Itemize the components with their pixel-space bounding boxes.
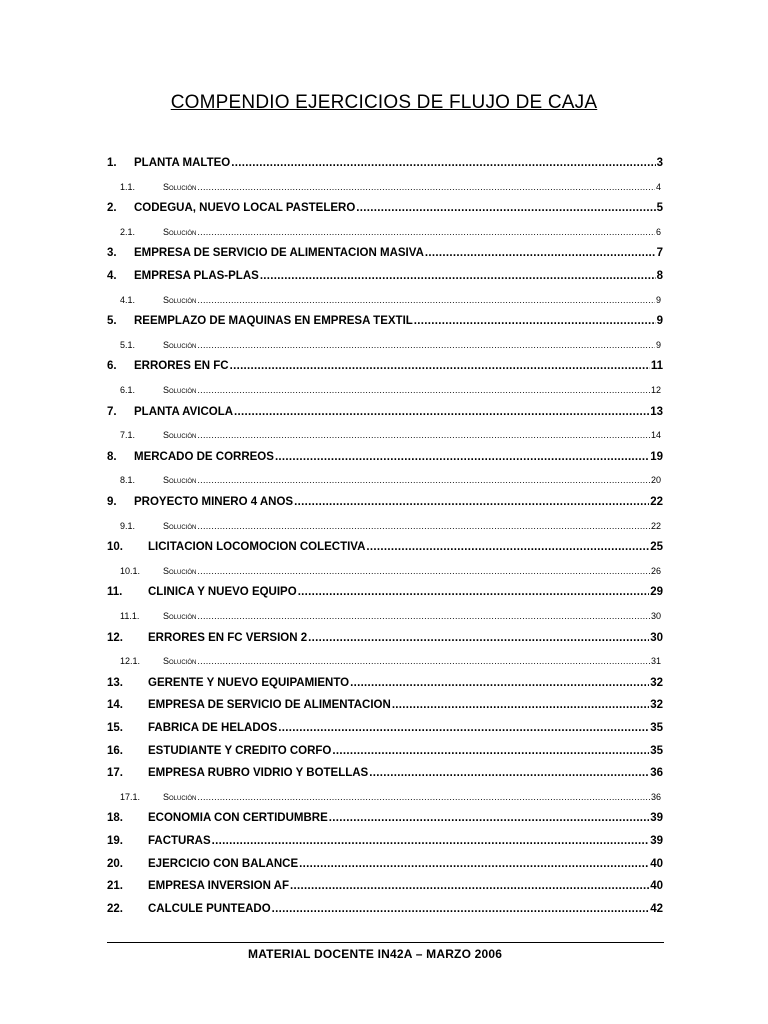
toc-number: 17. bbox=[107, 767, 123, 780]
toc-page-number: 9 bbox=[656, 315, 663, 328]
toc-entry-line bbox=[163, 521, 661, 531]
toc-page-number: 7 bbox=[656, 247, 663, 260]
toc-leader-dots bbox=[294, 496, 649, 508]
toc-subentry[interactable] bbox=[0, 288, 768, 308]
toc-entry-line bbox=[134, 360, 663, 372]
toc-entry-line bbox=[148, 632, 663, 644]
toc-entry[interactable] bbox=[0, 197, 768, 217]
toc-entry-line bbox=[148, 812, 663, 824]
toc-entry-line bbox=[148, 699, 663, 711]
toc-page-number: 8 bbox=[656, 270, 663, 282]
toc-page-number: 30 bbox=[650, 611, 661, 621]
toc-label: Solución bbox=[163, 611, 197, 621]
toc-leader-dots bbox=[230, 360, 650, 372]
toc-entry-line bbox=[148, 541, 663, 553]
toc-page-number: 30 bbox=[650, 631, 663, 644]
toc-entry[interactable] bbox=[0, 491, 768, 511]
toc-entry-line bbox=[134, 247, 663, 259]
toc-label: CODEGUA, NUEVO LOCAL PASTELERO bbox=[134, 202, 356, 215]
toc-page-number: 11 bbox=[650, 360, 663, 373]
toc-leader-dots bbox=[275, 451, 649, 463]
toc-label: EMPRESA DE SERVICIO DE ALIMENTACIÓN MASIVA bbox=[134, 247, 424, 260]
toc-leader-dots bbox=[298, 586, 650, 598]
toc-number: 13. bbox=[107, 676, 123, 689]
toc-number: 20. bbox=[107, 857, 123, 870]
toc-page-number: 39 bbox=[650, 835, 663, 847]
toc-leader-dots bbox=[356, 202, 655, 214]
toc-number: 12. bbox=[107, 631, 123, 644]
toc-number: 4. bbox=[107, 270, 117, 282]
toc-page-number: 5 bbox=[656, 202, 663, 215]
toc-number: 18. bbox=[107, 812, 123, 825]
toc-number: 16. bbox=[107, 744, 123, 757]
toc-entry-line bbox=[148, 745, 663, 757]
footer-text: MATERIAL DOCENTE IN42A – MARZO 2006 bbox=[248, 947, 503, 961]
toc-entry[interactable] bbox=[0, 694, 768, 714]
toc-page-number: 12 bbox=[650, 385, 661, 395]
toc-subentry[interactable] bbox=[0, 785, 768, 805]
toc-number: 6. bbox=[107, 360, 117, 373]
toc-page-number: 9 bbox=[655, 294, 661, 305]
toc-leader-dots bbox=[260, 270, 656, 282]
toc-leader-dots bbox=[197, 656, 650, 666]
toc-leader-dots bbox=[197, 340, 655, 350]
toc-entry-line bbox=[134, 202, 663, 214]
toc-entry-line bbox=[148, 858, 663, 870]
toc-label: PROYECTO MINERO 4 AÑOS bbox=[134, 496, 294, 508]
toc-label: Solución bbox=[163, 181, 197, 192]
toc-page-number: 3 bbox=[656, 157, 663, 169]
toc-entry-line bbox=[134, 406, 663, 418]
toc-number: 9. bbox=[107, 496, 117, 508]
toc-number: 19. bbox=[107, 835, 123, 847]
toc-page-number: 14 bbox=[650, 430, 661, 441]
toc-leader-dots bbox=[414, 315, 656, 327]
toc-number: 8.1. bbox=[120, 475, 136, 486]
toc-label: Solución bbox=[163, 565, 197, 576]
toc-label: EMPRESA PLAS-PLAS bbox=[134, 270, 259, 282]
toc-entry-line bbox=[134, 157, 663, 169]
toc-page-number: 9 bbox=[655, 339, 661, 350]
toc-entry[interactable] bbox=[0, 830, 768, 850]
toc-leader-dots bbox=[197, 227, 655, 237]
toc-leader-dots bbox=[392, 699, 649, 711]
toc-entry[interactable] bbox=[0, 762, 768, 782]
toc-entry[interactable] bbox=[0, 672, 768, 692]
toc-subentry[interactable] bbox=[0, 333, 768, 353]
toc-label: ESTUDIANTE Y CRÉDITO CORFO bbox=[148, 744, 332, 757]
toc-page-number: 19 bbox=[650, 450, 663, 463]
toc-leader-dots bbox=[366, 541, 649, 553]
toc-leader-dots bbox=[197, 566, 650, 576]
toc-label: EMPRESA INVERSIÓN AF bbox=[148, 880, 289, 893]
toc-label: EMPRESA RUBRO VIDRIO Y BOTELLAS bbox=[148, 767, 369, 780]
toc-leader-dots bbox=[299, 858, 649, 870]
toc-number: 5. bbox=[107, 315, 117, 328]
toc-entry[interactable] bbox=[0, 446, 768, 466]
toc-page-number: 36 bbox=[650, 767, 663, 780]
toc-entry[interactable] bbox=[0, 310, 768, 330]
toc-entry-line bbox=[148, 835, 663, 847]
toc-entry-line bbox=[163, 792, 661, 802]
toc-leader-dots bbox=[197, 295, 655, 305]
toc-label: FACTURAS bbox=[148, 835, 211, 847]
toc-entry[interactable] bbox=[0, 242, 768, 262]
toc-label: EJERCICIO CON BALANCE bbox=[148, 857, 299, 870]
toc-page-number: 22 bbox=[650, 496, 663, 508]
toc-entry-line bbox=[134, 270, 663, 282]
toc-label: ERRORES EN FC VERSIÓN 2 bbox=[148, 631, 308, 644]
toc-label: EMPRESA DE SERVICIO DE ALIMENTACION bbox=[148, 699, 391, 712]
toc-subentry[interactable] bbox=[0, 468, 768, 488]
toc-label: Solución bbox=[163, 656, 197, 667]
toc-label: Solución bbox=[163, 385, 197, 395]
toc-page-number: 31 bbox=[650, 656, 661, 667]
toc-page-number: 20 bbox=[650, 475, 661, 486]
toc-number: 10.1. bbox=[120, 565, 141, 576]
toc-number: 11. bbox=[107, 586, 123, 599]
toc-label: ERRORES EN FC bbox=[134, 360, 229, 373]
toc-leader-dots bbox=[234, 406, 649, 418]
toc-label: LICITACIÓN LOCOMOCIÓN COLECTIVA bbox=[148, 541, 366, 554]
toc-label: CLÍNICA Y NUEVO EQUIPO bbox=[148, 586, 297, 599]
toc-subentry[interactable] bbox=[0, 559, 768, 579]
toc-label: Solución bbox=[163, 520, 197, 531]
toc-label: Solución bbox=[163, 791, 197, 802]
toc-leader-dots bbox=[231, 157, 655, 169]
toc-number: 22. bbox=[107, 902, 123, 915]
toc-page-number: 22 bbox=[650, 520, 661, 531]
toc-entry[interactable] bbox=[0, 536, 768, 556]
toc-number: 10. bbox=[107, 541, 123, 554]
toc-number: 8. bbox=[107, 450, 117, 463]
toc-entry[interactable] bbox=[0, 581, 768, 601]
toc-label: CALCULE PUNTEADO bbox=[148, 902, 271, 915]
toc-leader-dots bbox=[197, 521, 650, 531]
toc-entry-line bbox=[163, 295, 661, 305]
toc-entry-line bbox=[148, 880, 663, 892]
toc-entry[interactable] bbox=[0, 401, 768, 421]
toc-page-number: 32 bbox=[650, 699, 663, 712]
toc-subentry[interactable] bbox=[0, 423, 768, 443]
toc-page-number: 26 bbox=[650, 565, 661, 576]
toc-entry[interactable] bbox=[0, 740, 768, 760]
toc-number: 9.1. bbox=[120, 520, 136, 531]
toc-label: Solución bbox=[163, 226, 197, 237]
toc-entry-line bbox=[148, 903, 663, 915]
toc-subentry[interactable] bbox=[0, 378, 768, 398]
toc-page-number: 32 bbox=[650, 676, 663, 689]
toc-number: 2. bbox=[107, 202, 117, 215]
toc-leader-dots bbox=[369, 767, 649, 779]
toc-leader-dots bbox=[197, 611, 650, 621]
toc-subentry[interactable] bbox=[0, 649, 768, 669]
toc-label: PLANTA AVÍCOLA bbox=[134, 405, 234, 418]
toc-leader-dots bbox=[290, 880, 649, 892]
toc-number: 1. bbox=[107, 157, 117, 169]
toc-page-number: 42 bbox=[650, 902, 663, 915]
toc-leader-dots bbox=[197, 475, 650, 485]
toc-leader-dots bbox=[197, 792, 650, 802]
toc-entry-line bbox=[163, 340, 661, 350]
toc-number: 7. bbox=[107, 405, 117, 418]
toc-entry[interactable] bbox=[0, 355, 768, 375]
toc-label: REEMPLAZO DE MÀQUINAS EN EMPRESA TEXTIL bbox=[134, 315, 413, 328]
toc-number: 11.1. bbox=[120, 611, 140, 621]
toc-leader-dots bbox=[278, 722, 649, 734]
toc-page-number: 40 bbox=[650, 857, 663, 870]
toc-entry-line bbox=[163, 611, 661, 621]
toc-entry-line bbox=[163, 430, 661, 440]
toc-page-number: 4 bbox=[655, 181, 661, 192]
toc-number: 12.1. bbox=[120, 656, 141, 667]
toc-leader-dots bbox=[425, 247, 656, 259]
toc-number: 6.1. bbox=[120, 385, 136, 395]
toc-entry[interactable] bbox=[0, 807, 768, 827]
toc-label: GERENTE Y NUEVO EQUIPAMIENTO bbox=[148, 676, 350, 689]
toc-label: PLANTA MALTEO bbox=[134, 157, 231, 169]
toc-entry[interactable] bbox=[0, 875, 768, 895]
toc-entry-line bbox=[163, 656, 661, 666]
toc-page-number: 29 bbox=[650, 586, 663, 599]
toc-number: 5.1. bbox=[120, 339, 136, 350]
toc-entry[interactable] bbox=[0, 717, 768, 737]
page-title: COMPENDIO EJERCICIOS DE FLUJO DE CAJA bbox=[170, 92, 598, 113]
toc-subentry[interactable] bbox=[0, 514, 768, 534]
toc-page-number: 39 bbox=[650, 812, 663, 825]
toc-entry[interactable] bbox=[0, 853, 768, 873]
toc-entry-line bbox=[163, 475, 661, 485]
toc-page-number: 36 bbox=[650, 791, 661, 802]
toc-number: 7.1. bbox=[120, 430, 136, 441]
toc-leader-dots bbox=[197, 182, 655, 192]
toc-label: MERCADO DE CORREOS bbox=[134, 450, 274, 463]
toc-number: 17.1. bbox=[120, 791, 141, 802]
toc-leader-dots bbox=[197, 430, 650, 440]
toc-label: ECONOMÍA CON CERTIDUMBRE bbox=[148, 812, 328, 825]
toc-entry-line bbox=[134, 451, 663, 463]
toc-label: Solución bbox=[163, 475, 197, 486]
toc-leader-dots bbox=[329, 812, 649, 824]
toc-entry-line bbox=[148, 677, 663, 689]
toc-page-number: 25 bbox=[650, 541, 663, 554]
toc-subentry[interactable] bbox=[0, 604, 768, 624]
toc-leader-dots bbox=[308, 632, 649, 644]
toc-entry-line bbox=[148, 767, 663, 779]
footer-divider bbox=[107, 942, 664, 943]
toc-entry-line bbox=[134, 496, 663, 508]
toc-leader-dots bbox=[272, 903, 650, 915]
toc-entry-line bbox=[163, 566, 661, 576]
toc-entry-line bbox=[163, 385, 661, 395]
toc-number: 3. bbox=[107, 247, 117, 260]
toc-entry-line bbox=[163, 182, 661, 192]
toc-leader-dots bbox=[212, 835, 650, 847]
toc-leader-dots bbox=[197, 385, 650, 395]
toc-entry[interactable] bbox=[0, 627, 768, 647]
toc-entry[interactable] bbox=[0, 265, 768, 285]
toc-number: 21. bbox=[107, 880, 123, 893]
toc-label: Solución bbox=[163, 430, 197, 441]
toc-subentry[interactable] bbox=[0, 220, 768, 240]
toc-page-number: 40 bbox=[650, 880, 663, 893]
toc-entry[interactable] bbox=[0, 152, 768, 172]
toc-page-number: 35 bbox=[650, 744, 663, 757]
toc-leader-dots bbox=[350, 677, 649, 689]
toc-leader-dots bbox=[332, 745, 649, 757]
toc-entry[interactable] bbox=[0, 898, 768, 918]
toc-entry-line bbox=[134, 315, 663, 327]
toc-page-number: 35 bbox=[650, 722, 663, 734]
toc-entry-line bbox=[148, 722, 663, 734]
toc-page-number: 6 bbox=[655, 226, 661, 237]
toc-number: 2.1. bbox=[120, 226, 136, 237]
toc-label: Solución bbox=[163, 294, 197, 305]
toc-entry-line bbox=[163, 227, 661, 237]
toc-number: 14. bbox=[107, 699, 123, 712]
toc-entry-line bbox=[148, 586, 663, 598]
toc-subentry[interactable] bbox=[0, 175, 768, 195]
toc-number: 4.1. bbox=[120, 294, 136, 305]
toc-number: 15. bbox=[107, 722, 123, 734]
toc-label: FABRICA DE HELADOS bbox=[148, 722, 278, 734]
toc-label: Solución bbox=[163, 339, 197, 350]
toc-number: 1.1. bbox=[120, 181, 136, 192]
toc-page-number: 13 bbox=[650, 405, 663, 418]
